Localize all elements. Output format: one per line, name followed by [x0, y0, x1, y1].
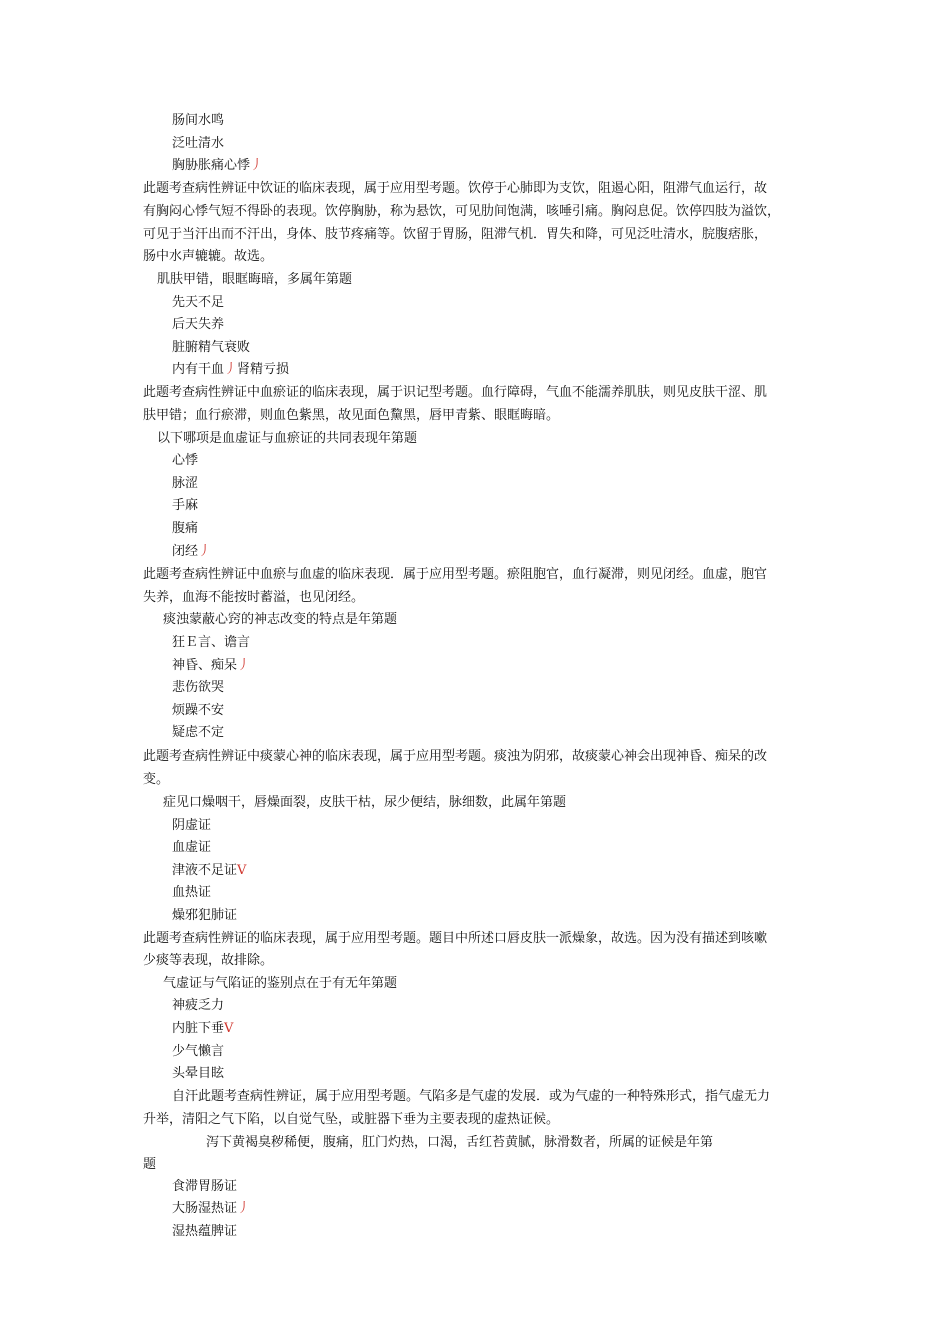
- explanation-line: 此题考查病性辨证的临床表现，属于应用型考题。题目中所述口唇皮肤一派燥象，故选。因为没有描述到咳嗽: [143, 931, 768, 946]
- explanation-line: 此题考查病性辨证中血瘀证的临床表现，属于识记型考题。血行障碍，气血不能濡养肌肤，则见皮肤干涩、肌: [143, 385, 768, 400]
- option-a: 神疲乏力: [172, 998, 225, 1013]
- check-mark-icon: 丿: [237, 1201, 251, 1216]
- explanation-line: 此题考查病性辨证中饮证的临床表现，属于应用型考题。饮停于心肺即为支饮，阻遏心阳，阻滞气血运行，故: [143, 181, 768, 196]
- option-correct: [172, 543, 211, 560]
- question-stem: 痰浊蒙蔽心窍的神志改变的特点是年第题: [163, 612, 398, 627]
- option-d: 烦躁不安: [172, 703, 225, 718]
- option-text: 津液不足证: [172, 863, 238, 878]
- check-mark-icon: V: [237, 863, 247, 878]
- option-d: 腹痛: [172, 521, 199, 536]
- explanation-line: 升举，清阳之气下陷，以自觉气坠，或脏器下垂为主要表现的虚热证候。: [143, 1112, 560, 1127]
- explanation-line: 肠中水声辘辘。故选。: [143, 249, 274, 264]
- option-a: 先天不足: [172, 295, 225, 310]
- option-b: 泛吐清水: [172, 136, 225, 151]
- option-a: 心悸: [172, 453, 199, 468]
- question-stem: 症见口燥咽干，唇燥面裂，皮肤干枯，尿少便结，脉细数，此属年第题: [163, 795, 567, 810]
- option-e: 燥邪犯肺证: [172, 908, 238, 923]
- option-e: 疑虑不定: [172, 725, 225, 740]
- check-mark-icon: 丿: [250, 158, 264, 173]
- option-a: 食滞胃肠证: [172, 1179, 238, 1194]
- option-correct: [172, 657, 250, 674]
- option-correct: [172, 1200, 250, 1217]
- option-text: 胸胁胀痛心悸: [172, 158, 251, 173]
- option-text: 神昏、痴呆: [172, 658, 238, 673]
- option-b: 脉涩: [172, 476, 199, 491]
- check-mark-icon: 丿: [198, 544, 212, 559]
- explanation-line: 少痰等表现，故排除。: [143, 953, 274, 968]
- question-stem: 以下哪项是血虚证与血瘀证的共同表现年第题: [157, 431, 418, 446]
- check-mark-icon: 丿: [224, 362, 238, 377]
- option-b: 血虚证: [172, 840, 212, 855]
- option-d: 头晕目眩: [172, 1066, 225, 1081]
- option-correct: [172, 1020, 233, 1037]
- question-stem: 泻下黄褐臭秽稀便，腹痛，肛门灼热，口渴，舌红苔黄腻，脉滑数者，所属的证候是年第: [206, 1135, 714, 1150]
- explanation-line: 肤甲错；血行瘀滞，则血色紫黑，故见面色黧黑，唇甲青紫、眼眶晦暗。: [143, 408, 560, 423]
- check-mark-icon: 丿: [237, 658, 251, 673]
- option-c: 悲伤欲哭: [172, 680, 225, 695]
- option-text: 内脏下垂: [172, 1021, 225, 1036]
- explanation-line: 此题考查病性辨证中血瘀与血虚的临床表现．属于应用型考题。瘀阻胞官，血行凝滞，则见闭经。血虚，胞官: [143, 567, 768, 582]
- explanation-line: 自汗此题考查病性辨证，属于应用型考题。气陷多是气虚的发展．或为气虚的一种特殊形式，指气虚无力: [172, 1089, 771, 1104]
- question-stem-continued: 题: [143, 1157, 157, 1172]
- option-c: 手麻: [172, 498, 199, 513]
- explanation-line: 可见于当汗出而不汗出，身体、肢节疼痛等。饮留于胃肠，阻滞气机．胃失和降，可见泛吐清水，脘腹痞胀，: [143, 227, 768, 242]
- option-correct: [172, 862, 246, 879]
- explanation-line: 变。: [143, 772, 170, 787]
- option-d: 血热证: [172, 885, 212, 900]
- option-a: 肠间水鸣: [172, 113, 225, 128]
- option-text: 肾精亏损: [237, 362, 290, 377]
- option-correct: [172, 361, 289, 378]
- question-stem: 肌肤甲错，眼眶晦暗，多属年第题: [157, 272, 353, 287]
- explanation-line: 有胸闷心悸气短不得卧的表现。饮停胸胁，称为悬饮，可见肋间饱满，咳唾引痛。胸闷息促。饮停四肢为溢饮，: [143, 204, 781, 219]
- explanation-line: 此题考查病性辨证中痰蒙心神的临床表现，属于应用型考题。痰浊为阴邪，故痰蒙心神会出现神昏、痴呆的改: [143, 749, 768, 764]
- option-a: 狂Ｅ言、谵言: [172, 635, 251, 650]
- option-b: 后天失养: [172, 317, 225, 332]
- option-correct: [172, 157, 263, 174]
- option-c: 湿热蕴脾证: [172, 1224, 238, 1239]
- option-text: 大肠湿热证: [172, 1201, 238, 1216]
- option-c: 脏腑精气衰败: [172, 340, 251, 355]
- question-stem: 气虚证与气陷证的鉴别点在于有无年第题: [163, 976, 398, 991]
- option-a: 阴虚证: [172, 818, 212, 833]
- option-c: 少气懒言: [172, 1044, 225, 1059]
- check-mark-icon: V: [224, 1021, 234, 1036]
- explanation-line: 失养，血海不能按时蓄溢，也见闭经。: [143, 590, 365, 605]
- option-text: 内有干血: [172, 362, 225, 377]
- option-text: 闭经: [172, 544, 199, 559]
